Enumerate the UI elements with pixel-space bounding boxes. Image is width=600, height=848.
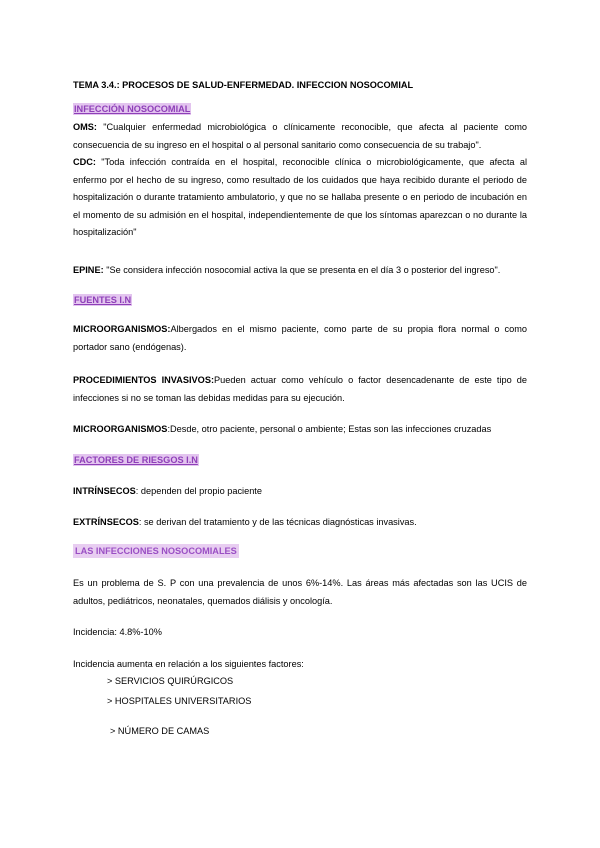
list-item: > SERVICIOS QUIRÚRGICOS xyxy=(107,676,234,686)
extr-label: EXTRÍNSECOS xyxy=(73,517,139,527)
heading-infeccion-text: INFECCIÓN NOSOCOMIAL xyxy=(74,104,191,114)
list-item: > HOSPITALES UNIVERSITARIOS xyxy=(107,696,252,706)
heading-infecciones-text: LAS INFECCIONES NOSOCOMIALES xyxy=(75,546,237,556)
micro2-text: :Desde, otro paciente, personal o ambiente; Estas son las infecciones cruzadas xyxy=(167,424,492,434)
micro2-label: MICROORGANISMOS xyxy=(73,424,168,434)
microorganismos-endogenos xyxy=(73,321,527,356)
intrinsecos xyxy=(73,483,527,501)
heading-infecciones xyxy=(73,543,527,561)
cdc-definition xyxy=(73,154,527,242)
list-item: > NÚMERO DE CAMAS xyxy=(110,726,210,736)
intr-text: : dependen del propio paciente xyxy=(135,486,262,496)
heading-fuentes xyxy=(73,292,527,310)
extrinsecos xyxy=(73,514,527,532)
proc-text: Pueden actuar como vehículo o factor desencadenante de este tipo de infecciones si no se toman las debidas medidas para su ejecución. xyxy=(73,375,528,403)
cdc-label: CDC: xyxy=(73,157,96,167)
extr-text: : se derivan del tratamiento y de las técnicas diagnósticas invasivas. xyxy=(138,517,417,527)
proc-label: PROCEDIMIENTOS INVASIVOS: xyxy=(73,375,215,385)
heading-fuentes-text: FUENTES I.N xyxy=(74,295,132,305)
heading-infeccion-nosocomial xyxy=(73,101,527,119)
incidencia-aumenta: Incidencia aumenta en relación a los siguientes factores: xyxy=(73,659,304,669)
microorganismos-cruzadas xyxy=(73,421,527,439)
micro1-label: MICROORGANISMOS: xyxy=(73,324,171,334)
heading-factores xyxy=(73,452,527,470)
epine-definition xyxy=(73,262,527,280)
prevalencia-paragraph: Es un problema de S. P con una prevalencia de unos 6%-14%. Las áreas más afectadas son las UCIS de adultos, pediátricos, neonatales, quemados diálisis y oncología. xyxy=(73,578,527,606)
epine-text: "Se considera infección nosocomial activa la que se presenta en el día 3 o posterior del ingreso". xyxy=(103,265,501,275)
page-title: TEMA 3.4.: PROCESOS DE SALUD-ENFERMEDAD. INFECCION NOSOCOMIAL xyxy=(73,80,414,90)
procedimientos-invasivos xyxy=(73,372,527,407)
incidencia: Incidencia: 4.8%-10% xyxy=(73,627,162,637)
cdc-text: "Toda infección contraída en el hospital, reconocible clínica o microbiológicamente, que afecta al enfermo por el hecho de su ingreso, como resultado de los cuidados que haya recibido durante el periodo de hospitalización o durante tratamiento ambulatorio, y que no se hallaba presente o en periodo de incubación en el momento de su admisión en el hospital, independientemente de que los síntomas aparezcan o no durante la hospitalización" xyxy=(73,157,527,237)
oms-label: OMS: xyxy=(73,122,97,132)
epine-label: EPINE: xyxy=(73,265,104,275)
heading-factores-text: FACTORES DE RIESGOS I.N xyxy=(74,455,198,465)
intr-label: INTRÍNSECOS xyxy=(73,486,136,496)
micro1-text: Albergados en el mismo paciente, como parte de su propia flora normal o como portador sano (endógenas). xyxy=(73,324,527,352)
oms-text: "Cualquier enfermedad microbiológica o clínicamente reconocible, que afecta al paciente como consecuencia de su ingreso en el hospital o al personal sanitario como consecuencia de su trabajo". xyxy=(73,122,527,150)
oms-definition xyxy=(73,119,527,154)
